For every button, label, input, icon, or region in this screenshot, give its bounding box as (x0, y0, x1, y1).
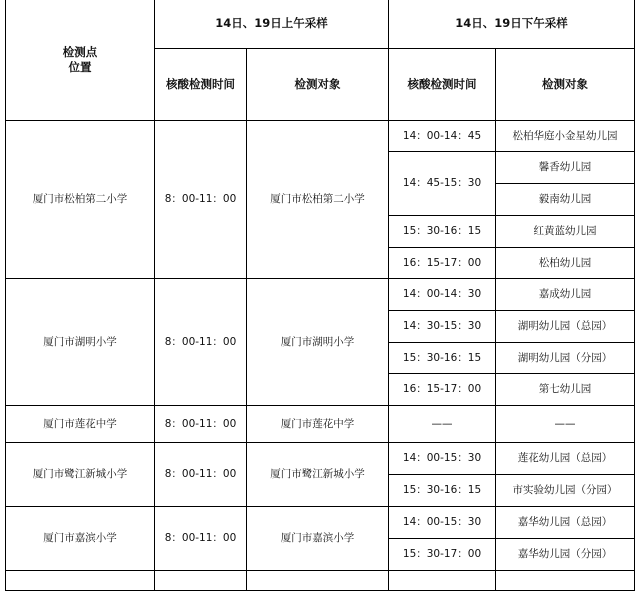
header-pm-test-target: 检测对象 (496, 49, 635, 121)
table-row (6, 406, 635, 443)
am-time-cell: 8：00-11：00 (155, 121, 247, 279)
pm-target-cell: 松柏幼儿园 (496, 248, 635, 279)
header-pm-test-time: 核酸检测时间 (389, 49, 496, 121)
pm-target-cell: 馨香幼儿园 (496, 152, 635, 184)
pm-target-cell: 市实验幼儿园（分园） (496, 475, 635, 507)
pm-time-cell: 14：45-15：30 (389, 152, 496, 216)
pm-target-cell: 嘉华幼儿园（总园） (496, 507, 635, 539)
header-location (6, 0, 155, 121)
pm-time-cell: 14：00-14：45 (389, 121, 496, 152)
location-cell: 厦门市嘉滨小学 (6, 507, 155, 571)
location-cell: 厦门市鹭江新城小学 (6, 443, 155, 507)
location-cell: 厦门市松柏第二小学 (6, 121, 155, 279)
pm-target-cell: 毅南幼儿园 (496, 184, 635, 216)
empty-cell (247, 571, 389, 591)
pm-time-cell: 15：30-16：15 (389, 216, 496, 248)
am-time-cell: 8：00-11：00 (155, 406, 247, 443)
empty-cell (6, 571, 155, 591)
pm-time-cell: 15：30-16：15 (389, 343, 496, 374)
am-target-cell: 厦门市鹭江新城小学 (247, 443, 389, 507)
empty-cell (389, 571, 496, 591)
table-row (6, 507, 635, 539)
empty-cell (496, 571, 635, 591)
table-row (6, 121, 635, 152)
header-afternoon-group: 14日、19日下午采样 (389, 0, 635, 49)
header-location-line1: 检测点 (62, 44, 98, 59)
pm-target-cell: 红黄蓝幼儿园 (496, 216, 635, 248)
schedule-table (5, 0, 635, 591)
table-row (6, 279, 635, 311)
am-target-cell: 厦门市嘉滨小学 (247, 507, 389, 571)
am-target-cell: 厦门市莲花中学 (247, 406, 389, 443)
pm-time-cell: 16：15-17：00 (389, 374, 496, 406)
pm-target-cell: 第七幼儿园 (496, 374, 635, 406)
pm-time-cell: 16：15-17：00 (389, 248, 496, 279)
header-am-test-time: 核酸检测时间 (155, 49, 247, 121)
pm-target-cell: 嘉成幼儿园 (496, 279, 635, 311)
empty-cell (155, 571, 247, 591)
pm-target-cell: 松柏华庭小金星幼儿园 (496, 121, 635, 152)
am-time-cell: 8：00-11：00 (155, 507, 247, 571)
pm-time-cell: 15：30-16：15 (389, 475, 496, 507)
pm-time-cell: —— (389, 406, 496, 443)
pm-time-cell: 14：30-15：30 (389, 311, 496, 343)
am-target-cell: 厦门市湖明小学 (247, 279, 389, 406)
pm-time-cell: 15：30-17：00 (389, 539, 496, 571)
table-row (6, 443, 635, 475)
pm-target-cell: 湖明幼儿园（分园） (496, 343, 635, 374)
header-am-test-target: 检测对象 (247, 49, 389, 121)
location-cell: 厦门市湖明小学 (6, 279, 155, 406)
pm-target-cell: 莲花幼儿园（总园） (496, 443, 635, 475)
am-time-cell: 8：00-11：00 (155, 279, 247, 406)
header-morning-group: 14日、19日上午采样 (155, 0, 389, 49)
table-row-partial (6, 571, 635, 591)
am-time-cell: 8：00-11：00 (155, 443, 247, 507)
pm-time-cell: 14：00-15：30 (389, 507, 496, 539)
pm-target-cell: 湖明幼儿园（总园） (496, 311, 635, 343)
pm-target-cell: —— (496, 406, 635, 443)
pm-time-cell: 14：00-14：30 (389, 279, 496, 311)
pm-time-cell: 14：00-15：30 (389, 443, 496, 475)
pm-target-cell: 嘉华幼儿园（分园） (496, 539, 635, 571)
location-cell: 厦门市莲花中学 (6, 406, 155, 443)
am-target-cell: 厦门市松柏第二小学 (247, 121, 389, 279)
header-location-line2: 位置 (68, 59, 92, 74)
